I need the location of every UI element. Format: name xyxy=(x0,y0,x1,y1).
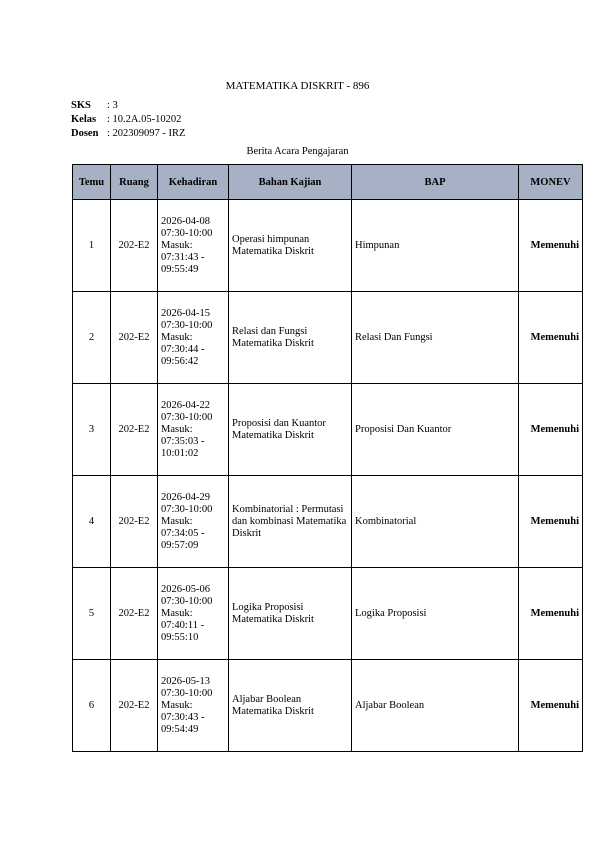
cell-bahan-kajian: Operasi himpunan Matematika Diskrit xyxy=(229,200,352,292)
cell-monev: Memenuhi xyxy=(519,568,583,660)
table-header-row xyxy=(73,165,583,200)
table-caption: Berita Acara Pengajaran xyxy=(246,146,349,157)
cell-temu: 2 xyxy=(73,292,111,384)
table-row xyxy=(73,384,583,476)
cell-temu: 5 xyxy=(73,568,111,660)
table-row xyxy=(73,568,583,660)
header-ruang: Ruang xyxy=(111,165,158,200)
header-bap: BAP xyxy=(352,165,519,200)
cell-bap: Proposisi Dan Kuantor xyxy=(352,384,519,476)
table-row xyxy=(73,660,583,752)
cell-kehadiran: 2026-04-22 07:30-10:00 Masuk: 07:35:03 - 10:01:02 xyxy=(158,384,229,476)
kelas-label: Kelas xyxy=(71,114,97,125)
cell-bap: Kombinatorial xyxy=(352,476,519,568)
kelas-row xyxy=(71,113,185,127)
cell-temu: 3 xyxy=(73,384,111,476)
document-title: MATEMATIKA DISKRIT - 896 xyxy=(225,80,370,92)
cell-monev: Memenuhi xyxy=(519,384,583,476)
cell-ruang: 202-E2 xyxy=(111,384,158,476)
cell-bap: Aljabar Boolean xyxy=(352,660,519,752)
cell-bahan-kajian: Aljabar Boolean Matematika Diskrit xyxy=(229,660,352,752)
course-meta xyxy=(71,99,185,141)
dosen-label: Dosen xyxy=(71,128,99,139)
cell-monev: Memenuhi xyxy=(519,660,583,752)
header-monev: MONEV xyxy=(519,165,583,200)
cell-kehadiran: 2026-05-06 07:30-10:00 Masuk: 07:40:11 - 09:55:10 xyxy=(158,568,229,660)
cell-bap: Relasi Dan Fungsi xyxy=(352,292,519,384)
cell-kehadiran: 2026-04-08 07:30-10:00 Masuk: 07:31:43 - 09:55:49 xyxy=(158,200,229,292)
table-row xyxy=(73,292,583,384)
cell-bahan-kajian: Relasi dan Fungsi Matematika Diskrit xyxy=(229,292,352,384)
cell-ruang: 202-E2 xyxy=(111,660,158,752)
cell-kehadiran: 2026-05-13 07:30-10:00 Masuk: 07:30:43 - 09:54:49 xyxy=(158,660,229,752)
cell-bahan-kajian: Proposisi dan Kuantor Matematika Diskrit xyxy=(229,384,352,476)
cell-bap: Logika Proposisi xyxy=(352,568,519,660)
sks-row xyxy=(71,99,185,113)
header-bahan-kajian: Bahan Kajian xyxy=(229,165,352,200)
bap-table xyxy=(72,164,583,752)
sks-value: : 3 xyxy=(107,100,118,111)
cell-monev: Memenuhi xyxy=(519,292,583,384)
cell-bahan-kajian: Kombinatorial : Permutasi dan kombinasi Matematika Diskrit xyxy=(229,476,352,568)
header-temu: Temu xyxy=(73,165,111,200)
cell-monev: Memenuhi xyxy=(519,200,583,292)
kelas-value: : 10.2A.05-10202 xyxy=(107,114,182,125)
cell-ruang: 202-E2 xyxy=(111,292,158,384)
sks-label: SKS xyxy=(71,100,91,111)
cell-ruang: 202-E2 xyxy=(111,476,158,568)
cell-ruang: 202-E2 xyxy=(111,568,158,660)
cell-bap: Himpunan xyxy=(352,200,519,292)
cell-monev: Memenuhi xyxy=(519,476,583,568)
cell-temu: 4 xyxy=(73,476,111,568)
dosen-row xyxy=(71,127,185,141)
cell-bahan-kajian: Logika Proposisi Matematika Diskrit xyxy=(229,568,352,660)
cell-temu: 6 xyxy=(73,660,111,752)
table-row xyxy=(73,476,583,568)
header-kehadiran: Kehadiran xyxy=(158,165,229,200)
cell-temu: 1 xyxy=(73,200,111,292)
table-row xyxy=(73,200,583,292)
cell-kehadiran: 2026-04-15 07:30-10:00 Masuk: 07:30:44 - 09:56:42 xyxy=(158,292,229,384)
cell-kehadiran: 2026-04-29 07:30-10:00 Masuk: 07:34:05 - 09:57:09 xyxy=(158,476,229,568)
dosen-value: : 202309097 - IRZ xyxy=(107,128,186,139)
cell-ruang: 202-E2 xyxy=(111,200,158,292)
